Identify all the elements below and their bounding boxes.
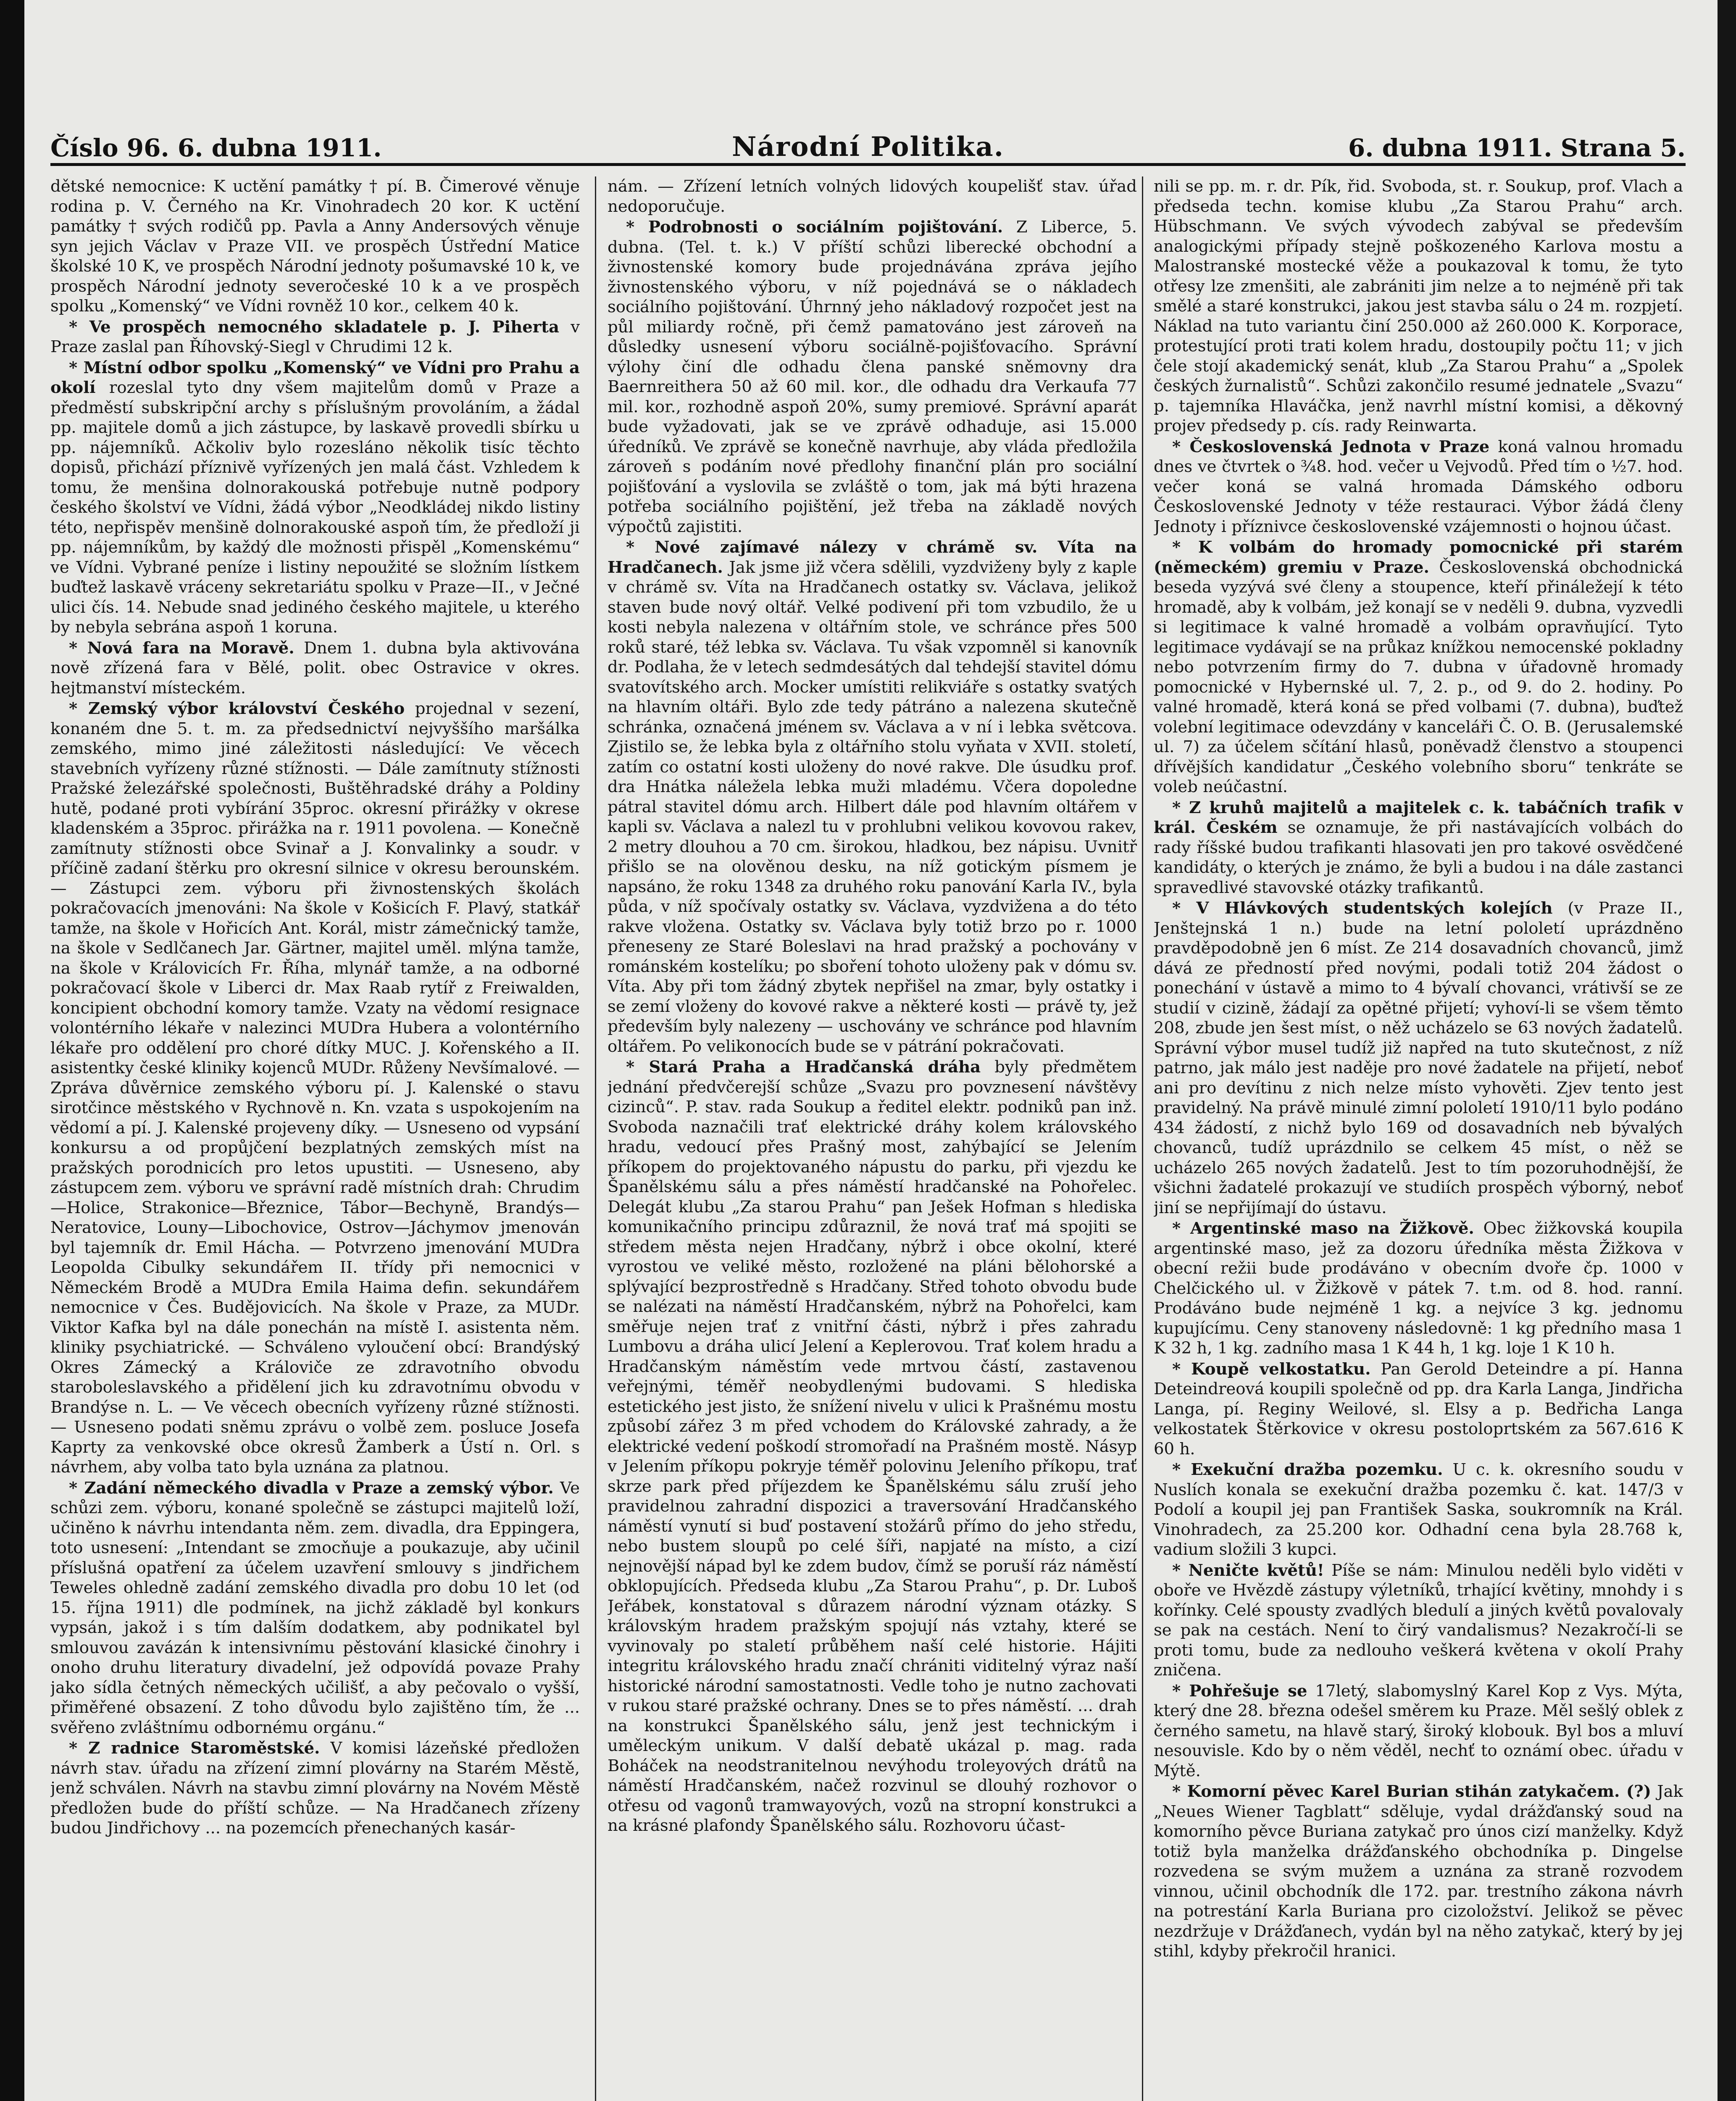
article-heading: * Z radnice Staroměstské.: [69, 1739, 320, 1758]
masthead-title: Národní Politika.: [732, 131, 1004, 163]
article-paragraph: [1154, 898, 1683, 1218]
column-3: [1154, 176, 1683, 2101]
article-text: U c. k. okresního soudu v Nuslích konala se exekuční dražba pozemku č. kat. 147/3 v Podolí a koupil jej pan František Saska, soukromník na Král. Vinohradech, za 25.200 kor. Odhadní cena byla 28.768 k, vadium složili 3 kupci.: [1154, 1460, 1683, 1559]
article-text: v Praze zaslal pan Říhovský-Siegl v Chrudimi 12 k.: [50, 317, 580, 356]
article-heading: * Zemský výbor království Českého: [69, 699, 405, 718]
article-heading: * V Hlávkových studentských kolejích: [1172, 899, 1553, 918]
text-columns: [50, 176, 1686, 2101]
scan-edge-right: [1718, 0, 1736, 2101]
article-heading: * Ve prospěch nemocného skladatele p. J. Piherta: [69, 317, 559, 337]
article-heading: * Stará Praha a Hradčanská dráha: [626, 1058, 981, 1077]
article-heading: * Komorní pěvec Karel Burian stihán zatykačem. (?): [1172, 1782, 1651, 1801]
article-heading: * Nová fara na Moravě.: [69, 638, 295, 658]
column-divider: [1142, 176, 1143, 2101]
article-paragraph: [50, 358, 580, 637]
article-heading: * Zadání německého divadla v Praze a zemský výbor.: [69, 1478, 554, 1498]
article-text: nili se pp. m. r. dr. Pík, řid. Svoboda, st. r. Soukup, prof. Vlach a předseda techn. komise klubu „Za Starou Prahu“ arch. Hübschmann. Ve svých vývodech zabýval se především analogickými případy stejně poškozeného Karlova mostu a Malostranské mostecké věže a poukazoval k tomu, že tyto otřesy lze zmenšiti, ale zabrániti jim nelze a to nejméně při tak smělé a staré konstrukci, jakou jest stavba sálu o 24 m. rozpjetí. Náklad na tuto variantu činí 250.000 až 260.000 K. Korporace, protestující proti trati kolem hradu, dostoupily počtu 11; v jich čele stojí akademický senát, klub „Za Starou Prahu“ a „Spolek českých žurnalistů“. Schůzi zakončilo resumé jednatele „Svazu“ p. tajemníka Hlaváčka, jenž navrhl místní komisi, a děkovný projev předsedy p. cís. rady Reinwarta.: [1154, 177, 1683, 435]
article-text: Obec žižkovská koupila argentinské maso, jež za dozoru úředníka města Žižkova v obecní režii bude prodáváno v obecním dvoře čp. 1000 v Chelčického ul. v Žižkově v pátek 7. t.m. od 8. hod. ranní. Prodáváno bude nejméně 1 kg. a nejvíce 3 kg. jednomu kupujícímu. Ceny stanoveny následovně: 1 kg předního masa 1 K 32 h, 1 kg. zadního masa 1 K 44 h, 1 kg. loje 1 K 10 h.: [1154, 1219, 1683, 1358]
article-text: Z Liberce, 5. dubna. (Tel. t. k.) V příští schůzi liberecké obchodní a živnostenské komory bude projednávána zpráva jejího živnostenského výboru, v níž pojednává se o nákladech sociálního pojištování. Úhrnný jeho nákladový rozpočet jest na půl miliardy ročně, při čemž pamatováno jest zároveň na důsledky usnesení výboru sociálně-pojišťovacího. Správní výlohy činí dle odhadu člena panské sněmovny dra Baernreithera 50 až 60 mil. kor., dle odhadu dra Verkaufa 77 mil. kor., rozhodně aspoň 20%, sumy premiové. Správní aparát bude vyžadovati, jak se ve zprávě odhaduje, asi 15.000 úředníků. Ve zprávě se konečně navrhuje, aby vláda předložila zároveň s podáním nové předlohy finanční plán pro sociální pojišťování a vyslovila se zvláště o tom, jak má býti hrazena potřeba sociálního pojištění, jež třeba na základě nových výpočtů zajistiti.: [608, 218, 1137, 536]
article-heading: * Argentinské maso na Žižkově.: [1172, 1219, 1474, 1238]
article-text: Jak jsme již včera sdělili, vyzdviženy byly z kaple v chrámě sv. Víta na Hradčanech ostatky sv. Václava, jelikož staven bude nový oltář. Velké podivení při tom vzbudilo, že u kosti nebyla nalezena v oltářním stole, ve schránce přes 500 roků staré, též lebka sv. Václava. Tu však vzpomněl si kanovník dr. Podlaha, že v letech sedmdesátých dal tehdejší stavitel dómu svatovítského arch. Mocker umístiti relikviáře s ostatky svatých na hlavním oltáři. Bylo zde tedy pátráno a nalezena skutečně schránka, označená jménem sv. Václava a v ní i lebka světcova. Zjistilo se, že lebka byla z oltářního stolu vyňata v XVII. století, zatím co ostatní kosti uloženy do nové rakve. Dle úsudku prof. dra Hnátka náležela lebka muži mladému. Včera dopoledne pátral stavitel dómu arch. Hilbert dále pod hlavním oltářem v kapli sv. Václava a nalezl tu v prohlubni velikou kovovou rakev, 2 metry dlouhou a 70 cm. širokou, hladkou, bez nápisu. Uvnitř přišlo se na olověnou desku, na níž gotickým písmem je napsáno, že roku 1348 za druhého roku panování Karla IV., byla půda, v níž spočívaly ostatky sv. Václava, vyzdvižena a do této rakve vložena. Ostatky sv. Václava byly totiž brzo po r. 1000 přeneseny ze Staré Boleslavi na hrad pražský a pochovány v románském kostelíku; po sboření tohoto uloženy pak v dómu sv. Víta. Aby při tom žádný zbytek nepřišel na zmar, byly ostatky i se zemí vloženy do kovové rakve a některé kosti — právě ty, jež především byly nalezeny — uschovány ve schránce pod hlavním oltářem. Po velikonocích bude se v pátrání pokračovati.: [608, 558, 1137, 1056]
article-heading: * Československá Jednota v Praze: [1172, 437, 1490, 456]
article-paragraph: [608, 1057, 1137, 1836]
article-text: byly předmětem jednání předvčerejší schůze „Svazu pro povznesení návštěvy cizinců“. P. stav. rada Soukup a ředitel elektr. podniků pan inž. Svoboda naznačili trať elektrické dráhy kolem královského hradu, vedoucí přes Prašný most, zahýbající se Jelením příkopem do projektovaného nápustu do parku, při vjezdu ke Španělskému sálu a přes náměstí hradčanské na Pohořelec. Delegát klubu „Za starou Prahu“ pan Ješek Hofman s hlediska komunikačního principu zdůraznil, že nová trať má spojiti se středem města nejen Hradčany, nýbrž i obce okolní, které vyrostou ve veliké město, rozložené na pláni bělohorské a splývající bezprostředně s Hradčany. Střed tohoto obvodu bude se nalézati na náměstí Hradčanském, nýbrž na Pohořelci, kam směřuje nejen trať z vnitřní části, nýbrž i přes zahradu Lumbovu a dráha ulicí Jelení a Keplerovou. Trať kolem hradu a Hradčanským náměstím vede mrtvou částí, zastavenou veřejnými, téměř neobydlenými budovami. S hlediska estetického jest jisto, že snížení nivelu v ulici k Prašnému mostu způsobí zářez 3 m před vchodem do Královské zahrady, a že elektrické vedení poškodí stromořadí na Prašném mostě. Násyp v Jelením příkopu pokryje téměř polovinu Jeleního příkopu, trať skrze park před příjezdem ke Španělskému sálu zruší jeho pravidelnou zahradní dispozici a traversování Hradčanského náměstí vynutí si buď postavení stožárů přímo do jeho středu, nebo bustem sloupů po celé šíři, napjaté na místo, a cizí nejnovější nápad byl ke zdem budov, čímž se poruší ráz náměstí obklopujících. Předseda klubu „Za Starou Prahu“, p. Dr. Luboš Jeřábek, konstatoval s důrazem národní význam otázky. S královským hradem pražským spojují nás vztahy, které se vyvinovaly po staletí průběhem naší celé historie. Hájiti integritu královského hradu značí chrániti viditelný výraz naší historické národní samostatnosti. Vedle toho je nutno zachovati v rukou staré pražské ochrany. Dnes se to přes náměstí. ... drah na konstrukci Španělského sálu, jenž jest technickým i uměleckým unikum. V další debatě ukázal p. mag. rada Boháček na neodstranitelnou nevýhodu troleyových drátů na náměstí Hradčanském, načež rozvinul se dlouhý rozhovor o otřesu od vagonů tramwayových, vozů na stropní konstrukci a na krásné plafondy Španělského sálu. Rozhovoru účast-: [608, 1058, 1137, 1835]
scan-edge-left: [0, 0, 24, 2101]
column-divider: [595, 176, 596, 2101]
page-header: [50, 131, 1686, 166]
article-heading: * Z kruhů majitelů a majitelek c. k. tabáčních trafik v král. Českém: [1154, 798, 1683, 837]
article-text: Ve schůzi zem. výboru, konané společně se zástupci majitelů loží, učiněno k návrhu intendanta něm. zem. divadla, dra Eppingera, toto usnesení: „Intendant se zmocňuje a poukazuje, aby učinil příslušná opatření za účelem uzavření smlouvy s jindřichem Teweles ohledně zadání zemského divadla pro dobu 10 let (od 15. října 1911) dle podmínek, na jichž základě byl konkurs vypsán, jakož i s tím dalším dodatkem, aby podnikatel byl smlouvou zavázán k intensivnímu pěstování klasické činohry i onoho druhu literatury divadelní, jež odpovídá povaze Prahy jako sídla četných německých učilišť, a aby pečovalo o vyšší, přiměřené obsazení. Z toho důvodu bylo zajištěno tím, že ... svěřeno zvláštnímu odbornému orgánu.“: [50, 1478, 580, 1737]
article-text: 17letý, slabomyslný Karel Kop z Vys. Mýta, který dne 28. března odešel směrem ku Praze. Měl sešlý oblek z černého sametu, na hlavě starý, široký klobouk. Byl bos a mluví nesouvisle. Kdo by o něm věděl, nechť to oznámí obec. úřadu v Mýtě.: [1154, 1681, 1683, 1780]
article-text: V komisi lázeňské předložen návrh stav. úřadu na zřízení zimní plovárny na Starém Městě, jenž schválen. Návrh na stavbu zimní plovárny na Novém Městě předložen bude do příští schůze. — Na Hradčanech zřízeny budou Jindřichovy ... na pozemcích přenechaných kasár-: [50, 1739, 580, 1838]
article-heading: * Pohřešuje se: [1172, 1681, 1307, 1701]
article-text: dětské nemocnice: K uctění památky † pí. B. Čimerové věnuje rodina p. V. Černého na Kr. Vinohradech 20 kor. K uctění památky † svých rodičů pp. Pavla a Anny Andersových věnuje syn jejich Václav v Praze VII. ve prospěch Ústřední Matice školské 10 K, ve prospěch Národní jednoty pošumavské 10 k, ve prospěch Národní jednoty severočeské 10 k a ve prospěch spolku „Komenský“ ve Vídni rovněž 10 kor., celkem 40 k.: [50, 177, 580, 316]
article-paragraph: [1154, 1782, 1683, 1961]
article-heading: * Podrobnosti o sociálním pojištování.: [626, 218, 1003, 237]
article-heading: * Nové zajímavé nálezy v chrámě sv. Víta na Hradčanech.: [608, 538, 1137, 577]
article-paragraph: [1154, 1359, 1683, 1459]
article-text: Československá obchodnická beseda vyzývá své členy a stoupence, kteří přináležejí k této hromadě, aby k volbám, jež konají se v neděli 9. dubna, vyzvedli si legitimace k valné hromadě a volbám opravňující. Tyto legitimace vydávají se na průkaz knížkou nemocenské pokladny nebo potvrzením firmy do 7. dubna v úřadovně hromady pomocnické v Hybernské ul. 7, 2. p., od 9. do 2. hodiny. Po valné hromadě, která koná se před volbami (7. dubna), buďtež volební legitimace odevzdány v kanceláři Č. O. B. (Jerusalemské ul. 7) za účelem sčítání hlasů, poněvadž členstvo a stoupenci dřívějších kandidatur „Českého volebního sboru“ tenkráte se voleb neúčastní.: [1154, 558, 1683, 796]
article-text: koná valnou hromadu dnes ve čtvrtek o ¾8. hod. večer u Vejvodů. Před tím o ½7. hod. večer koná se valná hromada Dámského odboru Československé Jednoty v téže restauraci. Výbor žádá členy Jednoty i příznivce československé vzájemnosti o hojnou účast.: [1154, 437, 1683, 536]
date-and-page: 6. dubna 1911. Strana 5.: [1348, 134, 1686, 162]
article-paragraph: [1154, 1460, 1683, 1560]
article-heading: * K volbám do hromady pomocnické při starém (německém) gremiu v Praze.: [1154, 538, 1683, 577]
article-paragraph: [1154, 798, 1683, 898]
article-paragraph: [50, 317, 580, 357]
article-paragraph: [1154, 1561, 1683, 1680]
article-paragraph: [1154, 437, 1683, 537]
article-text: Dnem 1. dubna byla aktivována nově zřízená fara v Bělé, polit. obec Ostravice v okres. hejtmanství místeckém.: [50, 638, 580, 698]
column-2: [608, 176, 1137, 2101]
issue-number: Číslo 96. 6. dubna 1911.: [50, 134, 382, 162]
article-paragraph: [1154, 176, 1683, 436]
article-text: se oznamuje, že při nastávajících volbách do rady říšské budou trafikanti hlasovati jen pro takové osvědčené kandidáty, o kterých je známo, že byli a budou i na dále zastanci spravedlivé stavovské otázky trafikantů.: [1154, 818, 1683, 897]
article-paragraph: [1154, 537, 1683, 797]
article-text: Píše se nám: Minulou neděli bylo viděti v oboře ve Hvězdě zástupy výletníků, trhající květiny, mnohdy i s kořínky. Celé spousty zvadlých bledulí a jiných květů povalovaly se pak na cestách. Není to čirý vandalismus? Nezakročí-li se proti tomu, bude za nedlouho veškerá květena v okolí Prahy zničena.: [1154, 1561, 1683, 1680]
article-paragraph: [50, 699, 580, 1477]
article-text: Pan Gerold Deteindre a pí. Hanna Deteindreová koupili společně od pp. dra Karla Langa, Jindřicha Langa, pí. Reginy Weilové, sl. Elsy a p. Bedřicha Langa velkostatek Štěrkovice v okresu postoloprtském za 567.616 K 60 h.: [1154, 1359, 1683, 1459]
article-text: nám. — Zřízení letních volných lidových koupelišť stav. úřad nedoporučuje.: [608, 177, 1137, 216]
article-paragraph: [1154, 1681, 1683, 1781]
article-paragraph: [608, 537, 1137, 1056]
article-heading: * Neničte květů!: [1172, 1561, 1324, 1580]
article-text: Jak „Neues Wiener Tagblatt“ sděluje, vydal drážďanský soud na komorního pěvce Buriana zatykač pro únos cizí manželky. Když totiž byla manželka drážďanského obchodníka p. Dingelse rozvedena se svým mužem a uznána za straně rozvodem vinnou, učinil obchodník dle 172. par. trestního zákona návrh na potrestání Karla Buriana pro cizoložství. Jelikož se pěvec nezdržuje v Drážďanech, vydán byl na něho zatykač, který by jej stihl, kdyby překročil hranici.: [1154, 1782, 1683, 1961]
article-paragraph: [1154, 1219, 1683, 1359]
article-heading: * Exekuční dražba pozemku.: [1172, 1460, 1443, 1479]
article-text: (v Praze II., Jenštejnská 1 n.) bude na letní pololetí uprázdněno pravděpodobně jen 6 míst. Ze 214 dosavadních chovanců, jimž dává ze předností před novými, podali totiž 204 žádost o ponechání v ústavě a mimo to 4 bývalí chovanci, vrátivší se ze studií v cizině, žádají za opětné přijetí; vyhoví-li se všem těmto 208, zbude jen šest míst, o něž ucházelo se 63 nových žadatelů. Správní výbor musel tudíž již napřed na tuto skutečnost, z níž patrno, jak málo jest naděje pro nové žadatele na přijetí, neboť ani pro devítinu z nich nelze místo vyhověti. Zjev tento jest pravidelný. Na právě minulé zimní pololetí 1910/11 bylo podáno 434 žádostí, z nichž bylo 169 od dosavadních neb bývalých chovanců, tudíž uprázdnilo se celkem 45 míst, o něž se ucházelo 265 nových žadatelů. Jest to tím pozoruhodnější, že všichni žadatelé prokazují ve studiích prospěch výborný, neboť jiní se nepřijímají do ústavu.: [1154, 899, 1683, 1217]
article-text: projednal v sezení, konaném dne 5. t. m. za předsednictví nejvyššího maršálka zemského, mimo jiné záležitosti následující: Ve věcech stavebních vyřízeny různé stížnosti. — Dále zamítnuty stížnosti Pražské železářské společnosti, Buštěhradské dráhy a Poldiny hutě, podané proti vybírání 35proc. okresní přirážky v okrese kladenském a 35proc. přirážka na r. 1911 povolena. — Konečně zamítnuty stížnosti obce Svinař a J. Konvalinky a soudr. v příčině zadaní štěrku pro okresní silnice v okresu berounském. — Zástupci zem. výboru při živnostenských školách pokračovacích jmenováni: Na škole v Košicích F. Plavý, statkář tamže, na škole v Hořicích Ant. Korál, mistr zámečnický tamže, na škole v Sedlčanech Jar. Gärtner, majitel uměl. mlýna tamže, na škole v Královicích Fr. Říha, mlynář tamže, a na odborné pokračovací škole v Liberci dr. Max Raab rytíř z Freiwalden, koncipient obchodní komory tamže. Vzaty na vědomí resignace volontérního lékaře v nalezinci MUDra Hubera a volontérního lékaře pro oddělení pro choré dítky MUC. J. Kořenského a II. asistentky české kliniky kojenců MUDr. Růženy Nevšímalové. — Zpráva důvěrnice zemského výboru pí. J. Kalenské o stavu sirotčince městského v Rychnově n. Kn. vzata s uspokojením na vědomí a pí. J. Kalenské projeveny díky. — Usneseno od vypsání konkursu a od propůjčení bezplatných zemských míst na pražských porodnicích pro letos upustiti. — Usneseno, aby zástupcem zem. výboru ve správní radě místních drah: Chrudim—Holice, Strakonice—Březnice, Tábor—Bechyně, Brandýs—Neratovice, Louny—Libochovice, Ostrov—Jáchymov jmenován byl tajemník dr. Emil Hácha. — Potvrzeno jmenování MUDra Leopolda Cibulky sekundářem II. třídy při nemocnici v Německém Brodě a MUDra Emila Haima defin. sekundářem nemocnice v Čes. Budějovicích. Na škole v Praze, za MUDr. Viktor Kafka byl na dále ponechán na místě I. asistenta něm. kliniky psychiatrické. — Schváleno vyloučení obcí: Brandýský Okres Zámecký a Královiče ze zdravotního obvodu staroboleslavského a přidělení jich ku zdravotnímu obvodu v Brandýse n. L. — Ve věcech obecních vyřízeny různé stížnosti. — Usneseno podati sněmu zprávu o volbě zem. posluce Josefa Kaprty za venkovské obce okresů Žamberk a Ústí n. Orl. s návrhem, aby volba tato byla uznána za platnou.: [50, 699, 580, 1477]
article-text: rozeslal tyto dny všem majitelům domů v Praze a předměstí subskripční archy s příslušným provoláním, a žádal pp. majitele domů a jich zástupce, by laskavě provedli sbírku u pp. nájemníků. Ačkoliv bylo rozesláno několik tisíc těchto dopisů, přichází příznivě vyřízených jen malá část. Vzhledem k tomu, že menšina dolnorakouská potřebuje nutně podpory českého školství ve Vídni, žádá výbor „Neodkládej nikdo listiny této, nepřispěv menšině dolnorakouské aspoň tím, že předloží ji pp. nájemníkům, by každý dle možnosti přispěl „Komenskému“ ve Vídni. Vybrané peníze i listiny nepoužité se složním lístkem buďtež laskavě vráceny sekretariátu spolku v Praze—II., v Ječné ulici čís. 14. Nebude snad jediného českého majitele, u kterého by nebyla sebrána aspoň 1 koruna.: [50, 378, 580, 637]
article-heading: * Koupě velkostatku.: [1172, 1359, 1371, 1379]
article-paragraph: [50, 1738, 580, 1838]
article-paragraph: [608, 217, 1137, 537]
article-paragraph: [50, 1478, 580, 1738]
column-1: [50, 176, 580, 2101]
article-paragraph: [50, 176, 580, 316]
article-heading: * Místní odbor spolku „Komenský“ ve Vídni pro Prahu a okolí: [50, 358, 580, 397]
article-paragraph: [50, 638, 580, 698]
article-paragraph: [608, 176, 1137, 216]
